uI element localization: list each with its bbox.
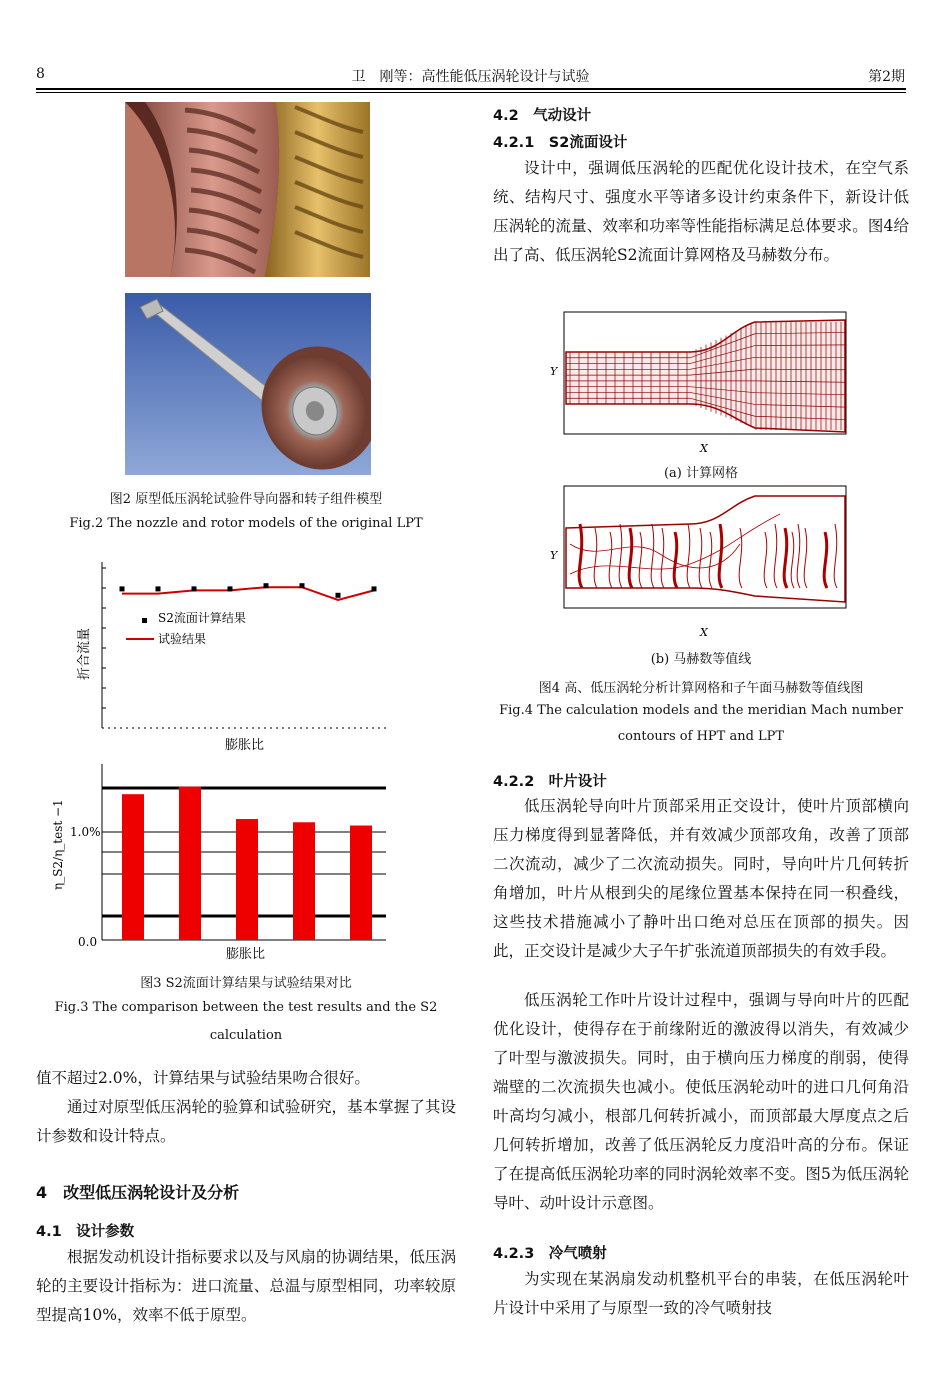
fig2-caption-en: Fig.2 The nozzle and rotor models of the original LPT [69, 516, 423, 531]
model-point [228, 586, 233, 591]
model-point [120, 586, 125, 591]
fig4-caption-en-2: contours of HPT and LPT [617, 729, 785, 744]
fig4-caption-cn: 图4 高、低压涡轮分析计算网格和子午面马赫数等值线图 [538, 681, 864, 696]
fig4a-mesh-plot [540, 310, 850, 460]
fig4b-xlabel: X [700, 626, 708, 639]
section-4-2-1-heading: 4.2.1 S2流面设计 [493, 135, 628, 151]
fig4-caption-en-1: Fig.4 The calculation models and the meridian Mach number [499, 703, 903, 718]
efficiency-bar [236, 819, 258, 940]
fig4a-caption: (a) 计算网格 [663, 466, 739, 481]
fig2-caption-cn: 图2 原型低压涡轮试验件导向器和转子组件模型 [109, 492, 383, 507]
model-point [192, 586, 197, 591]
eff-chart-xlabel: 膨胀比 [226, 947, 266, 962]
rotor-model-image [125, 293, 371, 475]
tick-zero: 0.0 [78, 935, 98, 949]
fig4b-ylabel: Y [550, 549, 558, 562]
model-result-points [120, 583, 377, 598]
nozzle-model-image [125, 102, 370, 277]
left-paragraph-3: 根据发动机设计指标要求以及与风扇的协调结果，低压涡轮的主要设计指标为：进口流量、总温与原型相同，功率较原型提高10%，效率不低于原型。 [36, 1248, 456, 1324]
fig3-caption-en-2: calculation [209, 1028, 283, 1043]
flow-chart-ylabel: 折合流量 [77, 627, 92, 680]
right-paragraph-3: 低压涡轮工作叶片设计过程中，强调与导向叶片的匹配优化设计，使得存在于前缘附近的激波得以消失，有效减少了叶型与激波损失。同时，由于横向压力梯度的削弱，使得端壁的二次流损失也减小。使低压涡轮动叶的进口几何角沿叶高均匀减小，根部几何转折减小，而顶部最大厚度点之后几何转折增加，改善了低压涡轮反力度沿叶高的分布。保证了在提高低压涡轮功率的同时涡轮效率不变。图5为低压涡轮导叶、动叶设计示意图。 [493, 991, 909, 1212]
section-4-2-heading: 4.2 气动设计 [493, 108, 592, 124]
header-rule-thick [36, 88, 906, 90]
fig3-caption-cn: 图3 S2流面计算结果与试验结果对比 [140, 976, 352, 991]
mach-channel [566, 496, 845, 602]
efficiency-bar [293, 822, 315, 940]
fig3-caption-en-1: Fig.3 The comparison between the test results and the S2 [54, 1000, 438, 1015]
right-paragraph-2: 低压涡轮导向叶片顶部采用正交设计，使叶片顶部横向压力梯度得到显著降低，并有效减少顶部攻角，改善了顶部二次流动，减少了二次流动损失。同时，导向叶片几何转折角增加，叶片从根到尖的尾缘位置基本保持在同一积叠线，这些技术措施减小了静叶出口绝对总压在顶部的损失。因此，正交设计是减少大子午扩张流道顶部损失的有效手段。 [493, 797, 909, 960]
model-point [372, 586, 377, 591]
header-rule-thin [36, 92, 906, 93]
fig4b-caption: (b) 马赫数等值线 [650, 652, 752, 667]
left-paragraph-1: 值不超过2.0%，计算结果与试验结果吻合很好。 [36, 1069, 370, 1087]
fig4b-mach-plot [540, 484, 850, 644]
section-4-heading: 4 改型低压涡轮设计及分析 [36, 1183, 240, 1202]
page-number: 8 [36, 66, 45, 82]
fig4a-ylabel: Y [550, 365, 558, 378]
eff-chart-ylabel: η_S2/η_test −1 [51, 799, 65, 890]
mesh-channel [566, 320, 845, 432]
legend-model-label: S2流面计算结果 [158, 611, 246, 625]
model-point [156, 586, 161, 591]
model-point [300, 583, 305, 588]
running-title: 卫 刚等：高性能低压涡轮设计与试验 [351, 69, 590, 85]
right-paragraph-4: 为实现在某涡扇发动机整机平台的串装，在低压涡轮叶片设计中采用了与原型一致的冷气喷射技 [493, 1270, 909, 1317]
efficiency-bar [122, 794, 144, 940]
model-point [264, 583, 269, 588]
left-paragraph-2: 通过对原型低压涡轮的验算和试验研究，基本掌握了其设计参数和设计特点。 [36, 1098, 456, 1145]
section-4-1-heading: 4.1 设计参数 [36, 1224, 135, 1240]
right-paragraph-1: 设计中，强调低压涡轮的匹配优化设计技术，在空气系统、结构尺寸、强度水平等诸多设计约束条件下，新设计低压涡轮的流量、效率和功率等性能指标满足总体要求。图4给出了高、低压涡轮S2流面计算网格及马赫数分布。 [493, 159, 909, 264]
legend-test-label: 试验结果 [158, 632, 207, 646]
model-point [336, 593, 341, 598]
fig3-flow-chart [60, 560, 400, 755]
flow-chart-xlabel: 膨胀比 [225, 738, 265, 753]
legend-model-marker [142, 618, 147, 623]
fig3-efficiency-chart [36, 760, 416, 968]
efficiency-bar [350, 826, 372, 940]
section-4-2-3-heading: 4.2.3 冷气喷射 [493, 1246, 607, 1262]
efficiency-bar [179, 787, 201, 940]
section-4-2-2-heading: 4.2.2 叶片设计 [493, 774, 607, 790]
fig4a-xlabel: X [700, 442, 708, 455]
tick-1-percent: 1.0% [70, 825, 101, 839]
issue-label: 第2期 [868, 69, 905, 85]
